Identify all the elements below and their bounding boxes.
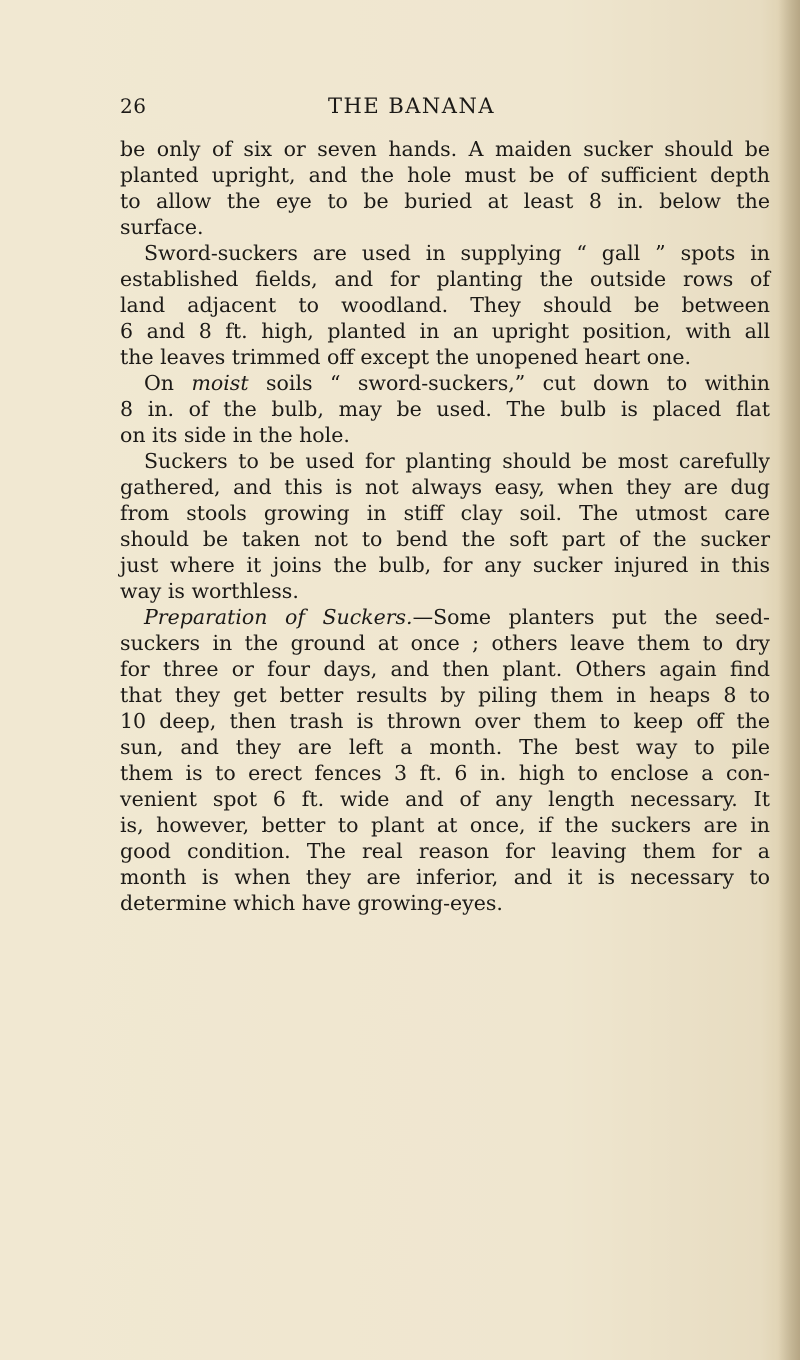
text-line: that they get better results by piling them in heaps 8 to — [120, 683, 770, 707]
text-line: should be taken not to bend the soft part of the sucker — [120, 527, 770, 551]
text-fragment: —Some planters put the seed- — [412, 605, 770, 629]
section-heading: Preparation of Suckers. — [144, 605, 413, 629]
text-line: for three or four days, and then plant. Others again find — [120, 657, 770, 681]
text-line: Suckers to be used for planting should be most carefully — [144, 449, 770, 473]
text-line: sun, and they are left a month. The best way to pile — [120, 735, 770, 759]
text-fragment: soils “ sword-suckers,” cut down to within — [266, 371, 770, 395]
page-header — [120, 94, 770, 122]
text-line: month is when they are inferior, and it is necessary to — [120, 865, 770, 889]
text-line: Sword-suckers are used in supplying “ gall ” spots in — [144, 241, 770, 265]
text-line: is, however, better to plant at once, if the suckers are in — [120, 813, 770, 837]
running-title: THE BANANA — [328, 94, 496, 118]
text-line: 10 deep, then trash is thrown over them to keep off the — [120, 709, 770, 733]
text-line: land adjacent to woodland. They should be between — [120, 293, 770, 317]
text-line: surface. — [120, 215, 204, 239]
text-line: from stools growing in stiff clay soil. The utmost care — [120, 501, 770, 525]
text-line: on its side in the hole. — [120, 423, 350, 447]
text-line: established fields, and for planting the outside rows of — [120, 267, 770, 291]
page-number: 26 — [120, 94, 147, 118]
page-edge-shadow — [778, 0, 800, 1360]
text-line: suckers in the ground at once ; others leave them to dry — [120, 631, 770, 655]
text-line: just where it joins the bulb, for any sucker injured in this — [120, 553, 770, 577]
text-line: planted upright, and the hole must be of sufficient depth — [120, 163, 770, 187]
text-line: way is worthless. — [120, 579, 299, 603]
text-line — [120, 604, 770, 630]
body-text — [120, 136, 770, 916]
emphasis-text: moist — [191, 371, 249, 395]
text-line — [120, 370, 770, 396]
text-line: gathered, and this is not always easy, when they are dug — [120, 475, 770, 499]
text-fragment: On — [144, 371, 175, 395]
text-line: good condition. The real reason for leaving them for a — [120, 839, 770, 863]
text-line: 8 in. of the bulb, may be used. The bulb is placed flat — [120, 397, 770, 421]
text-line: to allow the eye to be buried at least 8 in. below the — [120, 189, 770, 213]
text-line: venient spot 6 ft. wide and of any length necessary. It — [120, 787, 770, 811]
text-line: the leaves trimmed off except the unopened heart one. — [120, 345, 691, 369]
text-line: determine which have growing-eyes. — [120, 891, 503, 915]
text-line: them is to erect fences 3 ft. 6 in. high to enclose a con- — [120, 761, 770, 785]
text-line: be only of six or seven hands. A maiden sucker should be — [120, 137, 770, 161]
text-line: 6 and 8 ft. high, planted in an upright position, with all — [120, 319, 770, 343]
